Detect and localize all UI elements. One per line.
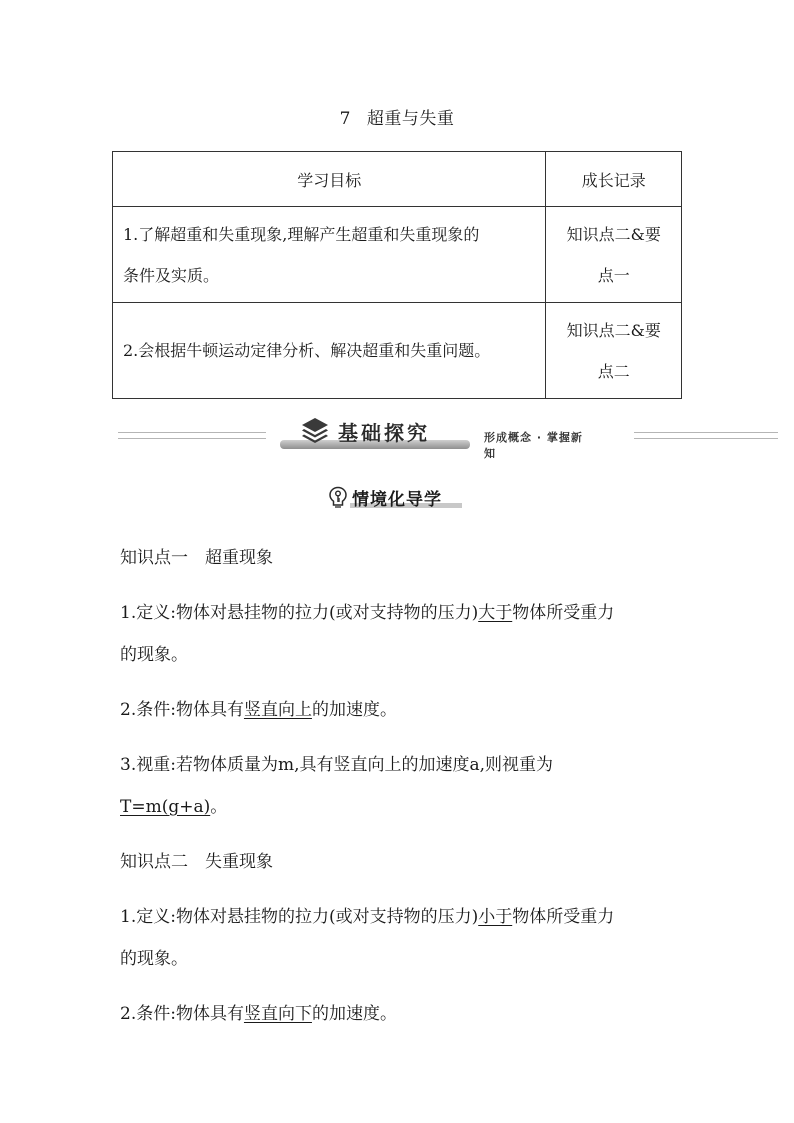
kp2-heading: 知识点二 失重现象 <box>120 852 273 872</box>
record-text-line: 点一 <box>597 265 630 285</box>
kp2-cond-pre: 2.条件:物体具有 <box>120 1004 244 1024</box>
kp2-def-pre: 1.定义:物体对悬挂物的拉力(或对支持物的压力) <box>120 907 479 927</box>
goal-cell <box>113 207 546 303</box>
record-cell <box>546 207 682 303</box>
table-row <box>113 303 682 399</box>
section-heading <box>328 484 468 514</box>
kp1-apparent-post: 。 <box>210 797 228 817</box>
kp2-definition-line2: 的现象。 <box>120 949 188 969</box>
record-text-line: 知识点二&要 <box>566 320 661 340</box>
table-row <box>113 207 682 303</box>
kp2-cond-blank: 竖直向下 <box>243 1004 312 1024</box>
table-header-row <box>113 152 682 207</box>
record-text-line: 点二 <box>597 361 630 381</box>
kp1-apparent-weight: 3.视重:若物体质量为m,具有竖直向上的加速度a,则视重为 <box>120 755 554 775</box>
page-title <box>0 104 794 129</box>
chapter-title: 超重与失重 <box>366 109 455 129</box>
kp1-def-post: 物体所受重力 <box>512 603 615 623</box>
goal-text-line: 2.会根据牛顿运动定律分析、解决超重和失重问题。 <box>123 341 491 360</box>
kp1-def-blank: 大于 <box>478 603 513 623</box>
kp2-definition <box>120 902 614 927</box>
column-header-goal: 学习目标 <box>113 152 546 207</box>
column-header-record: 成长记录 <box>546 152 682 207</box>
key-bulb-icon <box>328 486 348 508</box>
kp1-heading: 知识点一 超重现象 <box>120 548 273 568</box>
kp2-def-blank: 小于 <box>478 907 513 927</box>
kp1-definition-line2: 的现象。 <box>120 645 188 665</box>
kp1-def-pre: 1.定义:物体对悬挂物的拉力(或对支持物的压力) <box>120 603 479 623</box>
kp2-condition <box>120 999 397 1024</box>
record-text-line: 知识点二&要 <box>566 224 661 244</box>
banner-title: 基础探究 <box>338 421 430 445</box>
banner-subtitle: 形成概念 · 掌握新知 <box>484 431 583 460</box>
section-title: 情境化导学 <box>352 490 442 510</box>
kp2-def-post: 物体所受重力 <box>512 907 615 927</box>
section-banner <box>118 413 778 460</box>
goal-text-line: 1.了解超重和失重现象,理解产生超重和失重现象的 <box>123 224 480 244</box>
record-cell <box>546 303 682 399</box>
chapter-number: 7 <box>339 109 351 129</box>
learning-goals-table <box>112 151 682 399</box>
kp1-cond-pre: 2.条件:物体具有 <box>120 700 244 720</box>
banner-divider-right <box>634 432 778 439</box>
goal-text-line: 条件及实质。 <box>123 265 220 285</box>
kp1-cond-post: 的加速度。 <box>311 700 397 720</box>
banner-tab <box>280 416 592 460</box>
goal-cell <box>113 303 546 399</box>
kp1-definition <box>120 598 614 623</box>
kp1-apparent-weight-line2 <box>120 792 227 817</box>
kp1-apparent-blank: T=m(g+a) <box>120 797 211 817</box>
kp2-cond-post: 的加速度。 <box>311 1004 397 1024</box>
banner-divider-left <box>118 432 266 439</box>
kp1-condition <box>120 695 397 720</box>
layers-icon <box>300 416 330 444</box>
kp1-cond-blank: 竖直向上 <box>243 700 312 720</box>
